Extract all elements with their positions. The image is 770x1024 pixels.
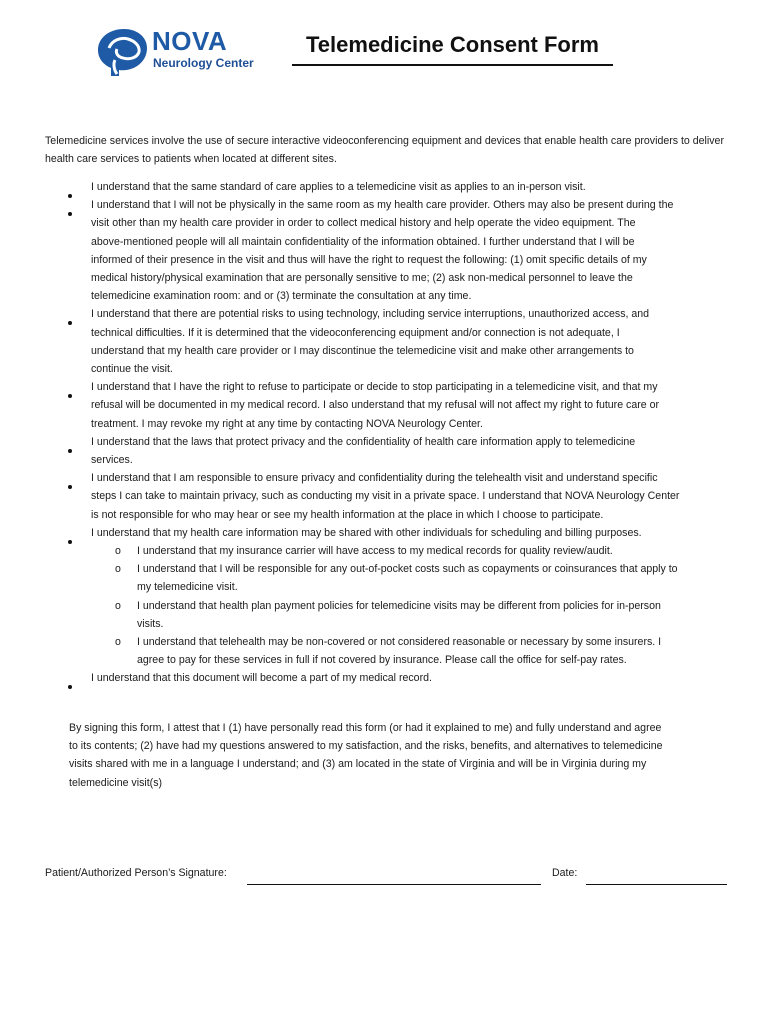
bullet-text-line: is not responsible for who may hear or see my health information at the place in which I choose to participate.: [91, 508, 604, 521]
bullet-text-line: understand that my health care provider or I may discontinue the telemedicine visit and make other arrangements to: [91, 344, 634, 357]
attestation-line: to its contents; (2) have had my questions answered to my satisfaction, and the risks, benefits, and alternatives to telemedicine: [69, 740, 663, 753]
nova-logo: [95, 26, 254, 78]
bullet-dot-icon: [68, 212, 72, 216]
date-label: Date:: [552, 867, 578, 879]
bullet-text-line: technical difficulties. If it is determined that the videoconferencing equipment and/or connection is not adequate, I: [91, 326, 620, 339]
bullet-dot-icon: [68, 540, 72, 544]
signature-label: Patient/Authorized Person’s Signature:: [45, 867, 227, 879]
bullet-text-line: I understand that this document will become a part of my medical record.: [91, 672, 432, 685]
bullet-text-line: I understand that my health care information may be shared with other individuals for scheduling and billing purposes.: [91, 526, 642, 539]
sub-bullet-text-line: visits.: [137, 617, 164, 630]
bullet-dot-icon: [68, 194, 72, 198]
bullet-text-line: refusal will be documented in my medical record. I also understand that my refusal will not affect my right to future care or: [91, 399, 660, 412]
attestation-line: By signing this form, I attest that I (1) have personally read this form (or had it explained to me) and fully understand and agree: [69, 722, 662, 734]
intro-paragraph: Telemedicine services involve the use of secure interactive videoconferencing equipment and devices that enable health care providers to deliver health care services to patients when located at different sites.: [45, 135, 724, 166]
attestation-paragraph: [69, 719, 734, 792]
sub-bullet-marker: o: [115, 563, 121, 576]
bullet-text-line: I understand that the laws that protect privacy and the confidentiality of health care information apply to telemedicine: [91, 435, 636, 448]
sub-bullet-text-line: I understand that telehealth may be non-covered or not considered reasonable or necessary by some insurers. I: [137, 636, 662, 648]
bullet-text-line: I understand that the same standard of care applies to a telemedicine visit as applies to an in-person visit.: [91, 181, 586, 193]
title-underline: [292, 64, 613, 66]
bullet-dot-icon: [68, 321, 72, 325]
bullet-text-line: continue the visit.: [91, 363, 173, 375]
bullet-text-line: visit other than my health care provider in order to collect medical history and help operate the video equipment. The: [91, 217, 636, 230]
sub-bullet-text-line: agree to pay for these services in full if not covered by insurance. Please call the office for self-pay rates.: [137, 654, 627, 667]
attestation-line: telemedicine visit(s): [69, 776, 163, 789]
sub-bullet-text-line: I understand that health plan payment policies for telemedicine visits may be different from policies for in-person: [137, 599, 661, 612]
bullet-text-line: I understand that I will not be physically in the same room as my health care provider. Others may also be present during the: [91, 199, 674, 212]
bullet-text-line: informed of their presence in the visit and thus will have the right to request the following: (1) omit specific details of my: [91, 253, 647, 266]
sub-bullet-text-line: my telemedicine visit.: [137, 581, 238, 594]
bullet-text-line: I understand that I have the right to refuse to participate or decide to stop participating in a telemedicine visit, and that my: [91, 381, 658, 394]
bullet-text-line: medical history/physical examination that are personally sensitive to me; (2) ask non-medical personnel to leave the: [91, 272, 633, 284]
logo-subtitle: Neurology Center: [153, 56, 254, 70]
brain-head-icon: [95, 26, 153, 78]
bullet-text-line: telemedicine examination room: and or (3) terminate the consultation at any time.: [91, 290, 472, 303]
bullet-dot-icon: [68, 685, 72, 689]
sub-bullet-text-line: I understand that my insurance carrier will have access to my medical records for quality review/audit.: [137, 545, 613, 557]
signature-line[interactable]: [247, 884, 541, 885]
logo-wordmark: NOVA: [152, 26, 228, 56]
bullet-text-line: steps I can take to maintain privacy, such as conducting my visit in a private space. I understand that NOVA Neurology Center: [91, 490, 680, 503]
sub-bullet-marker: o: [115, 599, 121, 612]
bullet-text-line: above-mentioned people will all maintain confidentiality of the information obtained. I further understand that I will be: [91, 235, 635, 248]
bullet-dot-icon: [68, 449, 72, 453]
attestation-line: visits shared with me in a language I understand; and (3) am located in the state of Virginia and will be in Virginia during my: [69, 758, 647, 771]
bullet-text-line: treatment. I may revoke my right at any time by contacting NOVA Neurology Center.: [91, 417, 483, 430]
bullet-text-line: I understand that there are potential risks to using technology, including service interruptions, unauthorized access, and: [91, 308, 650, 321]
bullet-text-line: services.: [91, 454, 133, 466]
sub-bullet-marker: o: [115, 545, 121, 557]
sub-bullet-text-line: I understand that I will be responsible for any out-of-pocket costs such as copayments or coinsurances that apply to: [137, 563, 678, 576]
bullet-dot-icon: [68, 394, 72, 398]
form-title: Telemedicine Consent Form: [306, 32, 599, 57]
bullet-text-line: I understand that I am responsible to ensure privacy and confidentiality during the telehealth visit and understand specific: [91, 472, 658, 485]
date-line[interactable]: [586, 884, 727, 885]
sub-bullet-marker: o: [115, 636, 121, 648]
bullet-dot-icon: [68, 485, 72, 489]
